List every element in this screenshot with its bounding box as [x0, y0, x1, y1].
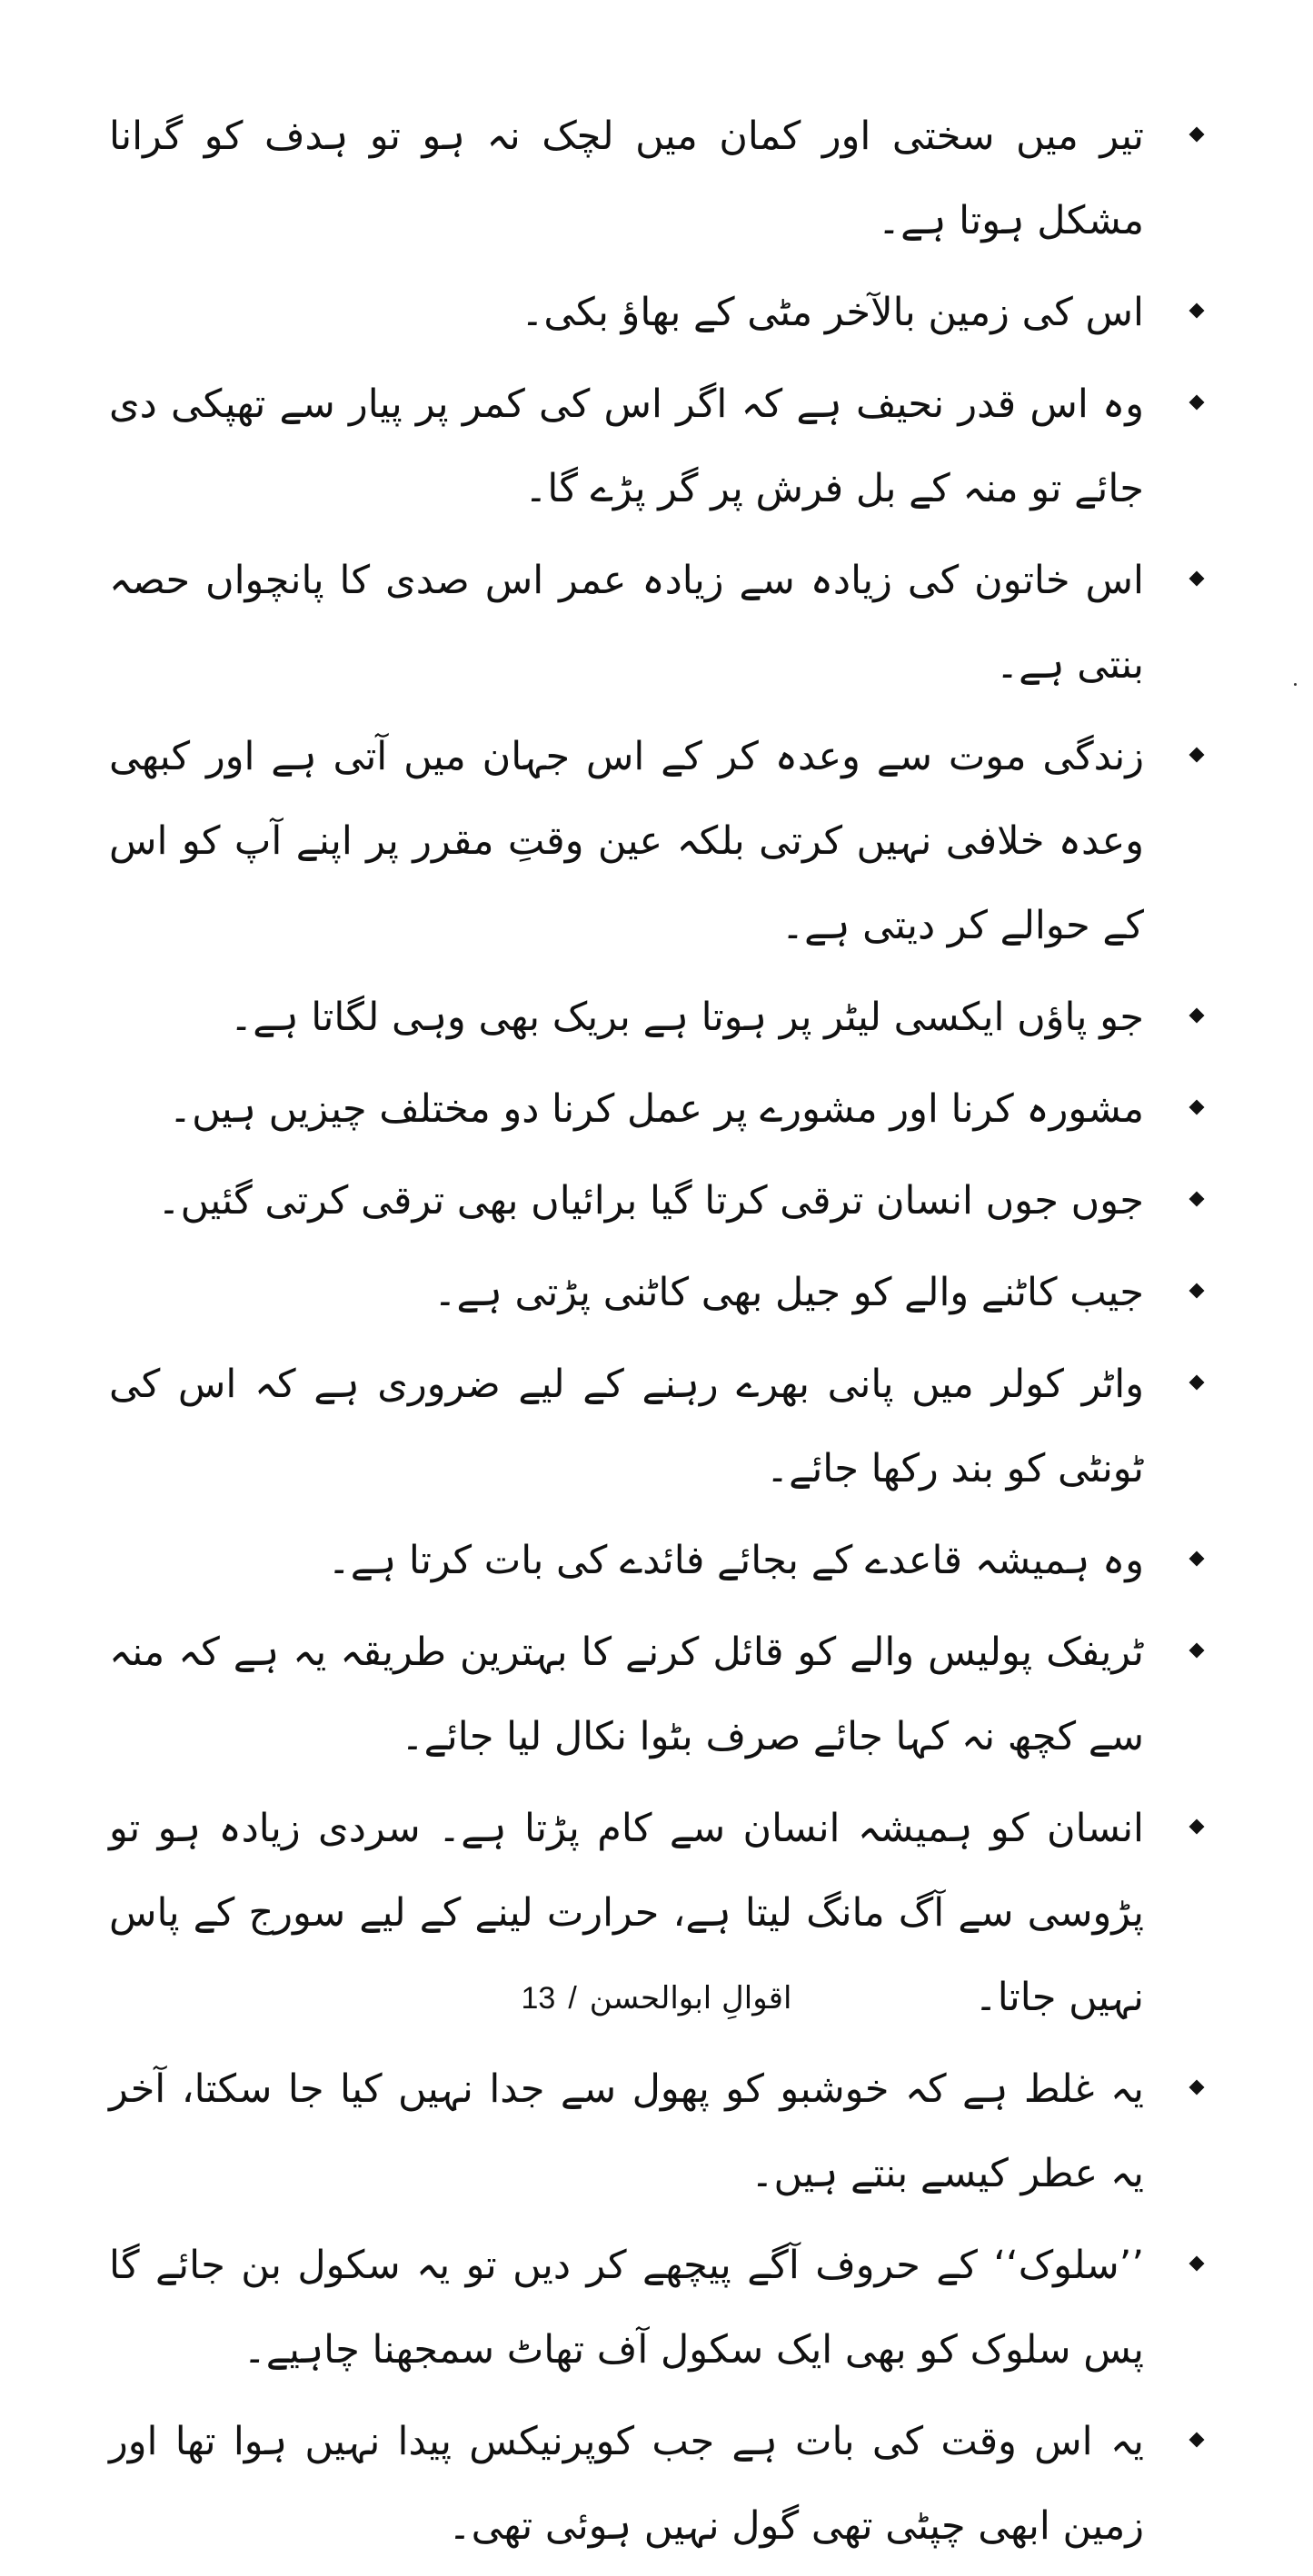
list-item	[109, 1251, 1204, 1335]
diamond-bullet-icon	[1189, 303, 1205, 319]
list-item	[109, 362, 1204, 531]
saying-text: وہ اس قدر نحیف ہے کہ اگر اس کی کمر پر پیار سے تھپکی دی جائے تو منہ کے بل فرش پر گر پڑے گا۔	[109, 381, 1144, 511]
diamond-bullet-icon	[1189, 127, 1205, 143]
saying-text: یہ غلط ہے کہ خوشبو کو پھول سے جدا نہیں کیا جا سکتا، آخر یہ عطر کیسے بنتے ہیں۔	[109, 2066, 1144, 2196]
saying-text: اس خاتون کی زیادہ سے زیادہ عمر اس صدی کا پانچواں حصہ بنتی ہے۔	[109, 558, 1144, 688]
saying-text: تیر میں سختی اور کمان میں لچک نہ ہو تو ہدف کو گرانا مشکل ہوتا ہے۔	[109, 114, 1144, 243]
saying-text: مشورہ کرنا اور مشورے پر عمل کرنا دو مختلف چیزیں ہیں۔	[168, 1086, 1144, 1132]
page-footer	[0, 1976, 1313, 2021]
diamond-bullet-icon	[1189, 1100, 1205, 1115]
list-item	[109, 1342, 1204, 1511]
saying-text: جوں جوں انسان ترقی کرتا گیا برائیاں بھی ترقی کرتی گئیں۔	[157, 1178, 1144, 1224]
diamond-bullet-icon	[1189, 2080, 1205, 2095]
page-number: 13	[521, 1981, 556, 2016]
saying-text: یہ اس وقت کی بات ہے جب کوپرنیکس پیدا نہیں ہوا تھا اور زمین ابھی چپٹی تھی گول نہیں ہوئی تھی۔	[109, 2419, 1144, 2549]
diamond-bullet-icon	[1189, 1008, 1205, 1024]
list-item	[109, 1610, 1204, 1779]
saying-text: وہ ہمیشہ قاعدے کے بجائے فائدے کی بات کرتا ہے۔	[327, 1538, 1144, 1583]
sayings-section	[109, 94, 1204, 2576]
saying-text: ٹریفک پولیس والے کو قائل کرنے کا بہترین طریقہ یہ ہے کہ منہ سے کچھ نہ کہا جائے صرف بٹوا نکال لیا جائے۔	[109, 1630, 1144, 1759]
list-item	[109, 271, 1204, 355]
saying-text: ’’سلوک‘‘ کے حروف آگے پیچھے کر دیں تو یہ سکول بن جائے گا پس سلوک کو بھی ایک سکول آف تھاٹ سمجھنا چاہیے۔	[109, 2243, 1144, 2373]
diamond-bullet-icon	[1189, 1551, 1205, 1567]
diamond-bullet-icon	[1189, 748, 1205, 763]
diamond-bullet-icon	[1189, 1819, 1205, 1835]
list-item	[109, 539, 1204, 708]
saying-text: اس کی زمین بالآخر مٹی کے بھاؤ بکی۔	[521, 290, 1144, 335]
list-item	[109, 1067, 1204, 1152]
list-item	[109, 1519, 1204, 1603]
diamond-bullet-icon	[1189, 571, 1205, 587]
saying-text: زندگی موت سے وعدہ کر کے اس جہان میں آتی ہے اور کبھی وعدہ خلافی نہیں کرتی بلکہ عین وقتِ مقرر پر اپنے آپ کو اس کے حوالے کر دیتی ہے۔	[109, 734, 1144, 948]
footer-separator: /	[568, 1981, 577, 2016]
list-item	[109, 94, 1204, 263]
scan-speck	[1294, 683, 1297, 686]
diamond-bullet-icon	[1189, 395, 1205, 411]
diamond-bullet-icon	[1189, 1283, 1205, 1299]
saying-text: جو پاؤں ایکسی لیٹر پر ہوتا ہے بریک بھی وہی لگاتا ہے۔	[230, 995, 1144, 1040]
list-item	[109, 1159, 1204, 1243]
list-item	[109, 2047, 1204, 2216]
list-item	[109, 715, 1204, 968]
book-title: اقوالِ ابوالحسن	[589, 1980, 792, 2016]
sayings-list	[109, 94, 1204, 2569]
diamond-bullet-icon	[1189, 2256, 1205, 2272]
saying-text: واٹر کولر میں پانی بھرے رہنے کے لیے ضروری ہے کہ اس کی ٹونٹی کو بند رکھا جائے۔	[109, 1362, 1144, 1491]
diamond-bullet-icon	[1189, 1643, 1205, 1659]
saying-text: انسان کو ہمیشہ انسان سے کام پڑتا ہے۔ سردی زیادہ ہو تو پڑوسی سے آگ مانگ لیتا ہے، حرارت لینے کے لیے سورج کے پاس نہیں جاتا۔	[109, 1806, 1144, 2020]
list-item	[109, 976, 1204, 1060]
diamond-bullet-icon	[1189, 2432, 1205, 2448]
diamond-bullet-icon	[1189, 1192, 1205, 1207]
list-item	[109, 2224, 1204, 2393]
list-item	[109, 2400, 1204, 2569]
diamond-bullet-icon	[1189, 1375, 1205, 1391]
saying-text: جیب کاٹنے والے کو جیل بھی کاٹنی پڑتی ہے۔	[433, 1270, 1144, 1315]
